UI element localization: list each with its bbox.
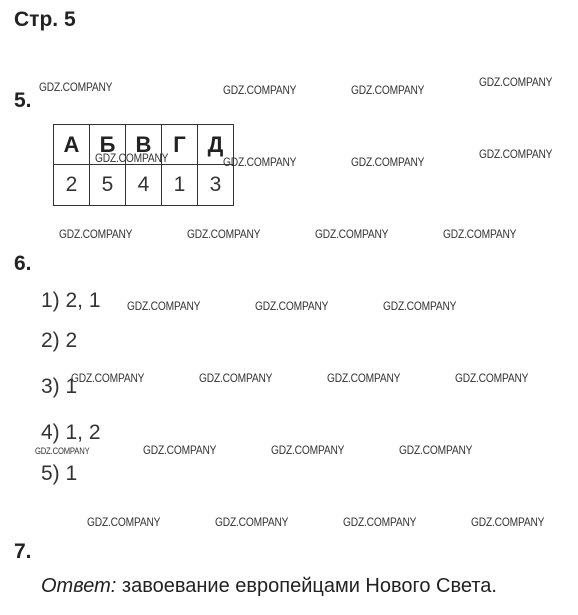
watermark: GDZ.COMPANY	[471, 515, 545, 529]
watermark: GDZ.COMPANY	[343, 515, 417, 529]
watermark: GDZ.COMPANY	[479, 75, 553, 89]
watermark: GDZ.COMPANY	[351, 155, 425, 169]
watermark: GDZ.COMPANY	[127, 299, 201, 313]
table-value-cell: 3	[198, 165, 234, 206]
page-title: Стр. 5	[14, 8, 76, 31]
table-value-cell: 5	[90, 165, 126, 206]
task-6-answer-4: 4) 1, 2	[41, 421, 101, 444]
watermark: GDZ.COMPANY	[187, 227, 261, 241]
table-value-cell: 1	[162, 165, 198, 206]
task-6-answer-3: 3) 1	[41, 375, 78, 398]
answer-table	[53, 124, 234, 206]
watermark: GDZ.COMPANY	[271, 443, 345, 457]
task-7-answer	[41, 575, 497, 598]
watermark: GDZ.COMPANY	[35, 446, 90, 456]
table-value-cell: 2	[54, 165, 90, 206]
watermark: GDZ.COMPANY	[199, 371, 273, 385]
watermark: GDZ.COMPANY	[71, 371, 145, 385]
watermark: GDZ.COMPANY	[315, 227, 389, 241]
watermark: GDZ.COMPANY	[399, 443, 473, 457]
answer-label: Ответ:	[41, 575, 117, 597]
watermark: GDZ.COMPANY	[39, 80, 113, 94]
task-7-number: 7.	[14, 540, 32, 563]
table-header-cell: Б	[90, 125, 126, 165]
task-6-answer-1: 1) 2, 1	[41, 289, 101, 312]
watermark: GDZ.COMPANY	[455, 371, 529, 385]
task-6-answer-5: 5) 1	[41, 462, 78, 485]
watermark: GDZ.COMPANY	[223, 83, 297, 97]
watermark: GDZ.COMPANY	[327, 371, 401, 385]
watermark: GDZ.COMPANY	[223, 155, 297, 169]
task-6-number: 6.	[14, 252, 32, 275]
table-value-cell: 4	[126, 165, 162, 206]
table-header-cell: А	[54, 125, 90, 165]
watermark: GDZ.COMPANY	[143, 443, 217, 457]
table-header-cell: Г	[162, 125, 198, 165]
watermark: GDZ.COMPANY	[87, 515, 161, 529]
answer-text: завоевание европейцами Нового Света.	[116, 575, 497, 597]
watermark: GDZ.COMPANY	[255, 299, 329, 313]
table-header-cell: В	[126, 125, 162, 165]
table-header-cell: Д	[198, 125, 234, 165]
watermark: GDZ.COMPANY	[95, 151, 169, 165]
task-6-answer-2: 2) 2	[41, 329, 78, 352]
watermark: GDZ.COMPANY	[479, 147, 553, 161]
watermark: GDZ.COMPANY	[351, 83, 425, 97]
task-5-number: 5.	[14, 89, 32, 112]
watermark: GDZ.COMPANY	[215, 515, 289, 529]
watermark: GDZ.COMPANY	[59, 227, 133, 241]
watermark: GDZ.COMPANY	[443, 227, 517, 241]
watermark: GDZ.COMPANY	[383, 299, 457, 313]
